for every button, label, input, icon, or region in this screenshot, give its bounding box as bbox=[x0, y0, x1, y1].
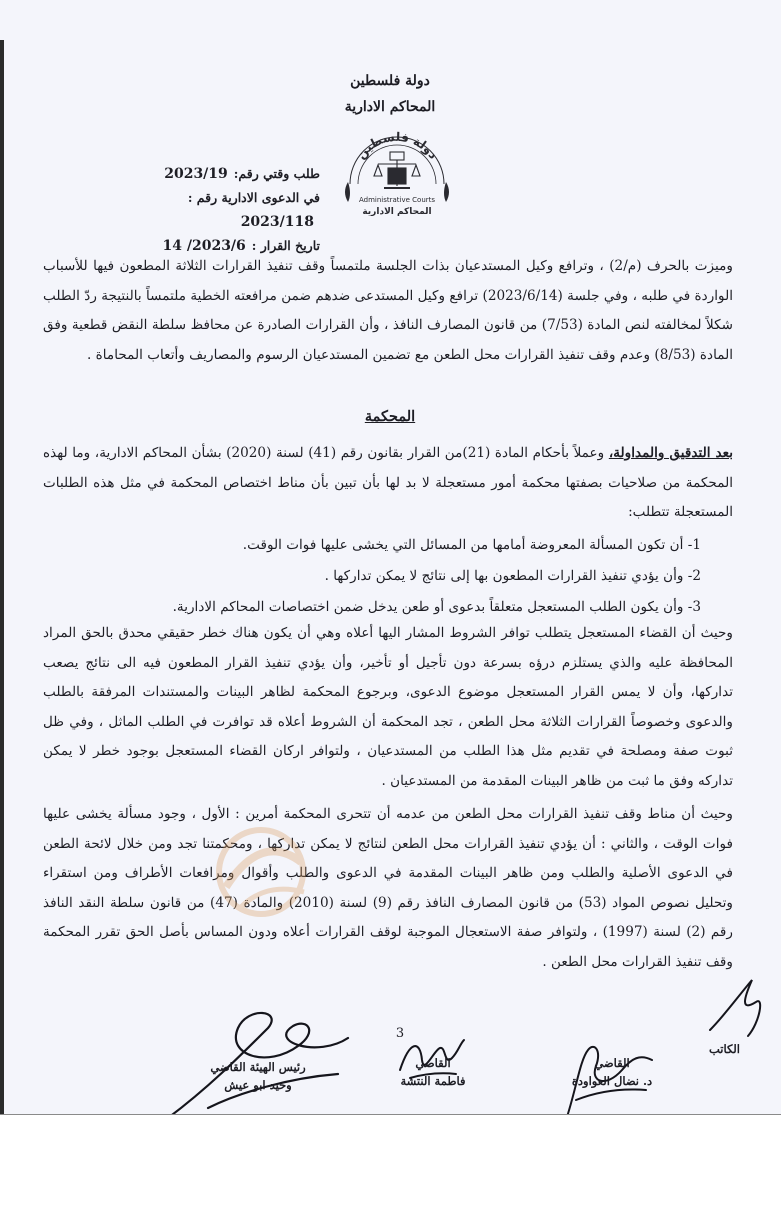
court-seal bbox=[336, 124, 458, 220]
request-number: 2023/19 bbox=[164, 166, 228, 182]
judge1-block bbox=[388, 1054, 478, 1090]
watermark-logo bbox=[186, 812, 336, 932]
page-number: 3 bbox=[395, 1026, 405, 1041]
judge2-block bbox=[552, 1054, 672, 1090]
list-item: 1- أن تكون المسألة المعروضة أمامها من المسائل التي يخشى عليها فوات الوقت. bbox=[242, 537, 701, 553]
letterhead bbox=[310, 68, 470, 120]
svg-text:دولة فلسطين bbox=[354, 130, 441, 162]
intro-paragraph: وميزت بالحرف (م/2) ، وترافع وكيل المستدعيان بذات الجلسة ملتمساً وقف تنفيذ القرارات الثلاثة المطعون فيها للأسباب الواردة في طلبه ، وفي جلسة (2023/6/14) ترافع وكيل المستدعى ضدهم ضمن مرافعته الخطية ملتمساً بالنتيجة ردّ الطلب شكلاً لمخالفته لنص المادة (7/53) من قانون المصارف النافذ ، وأن القرارات الصادرة عن محافظ سلطة النقض قطعية وفق المادة (8/53) وعدم وقف تنفيذ القرارات محل الطعن مع تضمين المستدعيان الرسوم والمصاريف وأتعاب المحاماة . bbox=[43, 258, 734, 363]
reasoning-paragraph-2: وحيث أن مناط وقف تنفيذ القرارات محل الطعن من عدمه أن تتحرى المحكمة أمرين : الأول ، وجود مسألة يخشى عليها فوات الوقت ، والثاني : أن يؤدي تنفيذ القرارات محل الطعن لنتائج لا يمكن تداركها ، ومحكمتنا تجد ومن خلال لائحة الطعن في الدعوى الأصلية والطلب ومن ظاهر البينات المقدمة في الدعوى والطلب وأقوال ومرافعات الأطراف ومن استقراء وتحليل نصوص المواد (53) من قانون المصارف النافذ رقم (9) لسنة (2010) والمادة (47) من قانون سلطة النقد النافذ رقم (2) لسنة (1997) ، ولتوافر صفة الاستعجال الموجبة لوقف القرارات أعلاه ودون المساس بأصل الحق تقرر المحكمة وقف تنفيذ القرارات محل الطعن . bbox=[43, 806, 733, 970]
conditions-list bbox=[61, 530, 701, 623]
judge2-name: د. نضال العواودة bbox=[571, 1074, 653, 1088]
list-item: 3- وأن يكون الطلب المستعجل متعلقاً بدعوى أو طعن يدخل ضمن اختصاصات المحاكم الادارية. bbox=[172, 599, 701, 615]
clerk-signature bbox=[700, 972, 770, 1042]
reasoning-paragraph-1: وحيث أن القضاء المستعجل يتطلب توافر الشروط المشار اليها أعلاه وهي أن يكون هناك خطر حقيقي محدق بالحق المراد المحافظة عليه والذي يستلزم درؤه بسرعة دون تأجيل أو تأخير، وأن يؤدي تنفيذ القرار المطعون فيه الى نتائج يصعب تداركها، وأن لا يمس القرار المستعجل موضوع الدعوى، وبرجوع المحكمة لظاهر البينات والمستندات المرفقة بالطلب والدعوى وخصوصاً القرارات الثلاثة محل الطعن ، تجد المحكمة أن الشروط أعلاه قد توافرت في الطلب الماثل ، وفي ظل ثبوت صفة ومصلحة في تقديم مثل هذا الطلب من المستدعيان ، ولتوافر اركان القضاء المستعجل بوجود خطر لا يمكن تداركه وفق ما ثبت من ظاهر البينات المقدمة من المستدعيان . bbox=[43, 625, 733, 789]
scan-bottom-margin bbox=[0, 1115, 781, 1212]
judge1-title: القاضي bbox=[415, 1056, 451, 1070]
clerk-title: الكاتب bbox=[708, 1042, 740, 1056]
court-name: المحاكم الادارية bbox=[344, 99, 436, 115]
decision-date: 2023/6/ 14 bbox=[162, 238, 246, 254]
list-item: 2- وأن يؤدي تنفيذ القرارات المطعون بها إلى نتائج لا يمكن تداركها . bbox=[324, 568, 701, 584]
president-block bbox=[188, 1058, 328, 1094]
court-lead: بعد التدقيق والمداولة، bbox=[608, 445, 733, 461]
scales-of-justice-icon bbox=[374, 152, 420, 188]
seal-bottom-text: المحاكم الادارية bbox=[362, 207, 432, 217]
judge1-name: فاطمة النتشة bbox=[400, 1074, 466, 1088]
president-name: وحيد ابو عيش bbox=[224, 1078, 292, 1092]
president-title: رئيس الهيئة القاضي bbox=[210, 1060, 306, 1074]
case-number-row: في الدعوى الادارية رقم :2023/118 bbox=[140, 186, 320, 234]
seal-latin-text: Administrative Courts bbox=[358, 196, 436, 204]
scan-edge bbox=[0, 40, 4, 1170]
seal-top-text: دولة فلسطين bbox=[353, 129, 441, 162]
court-paragraph bbox=[43, 439, 733, 528]
state-name: دولة فلسطين bbox=[350, 73, 430, 89]
case-number: 2023/118 bbox=[240, 214, 314, 230]
court-body: وعملاً بأحكام المادة (21)من القرار بقانون رقم (41) لسنة (2020) بشأن المحاكم الادارية، وما لهذه المحكمة من صلاحيات بصفتها محكمة أمور مستعجلة لا بد لها بأن تبين بأن مناط اختصاص المحكمة في مثل هذه الطلبات المستعجلة تتطلب: bbox=[43, 445, 733, 520]
case-metadata bbox=[140, 162, 320, 258]
request-number-row: طلب وقتي رقم:2023/19 bbox=[140, 162, 320, 186]
decision-date-row: تاريخ القرار :2023/6/ 14 bbox=[140, 234, 320, 258]
judge2-title: القاضي bbox=[594, 1056, 630, 1070]
court-heading: المحكمة bbox=[364, 408, 416, 425]
clerk-block bbox=[690, 1040, 740, 1058]
